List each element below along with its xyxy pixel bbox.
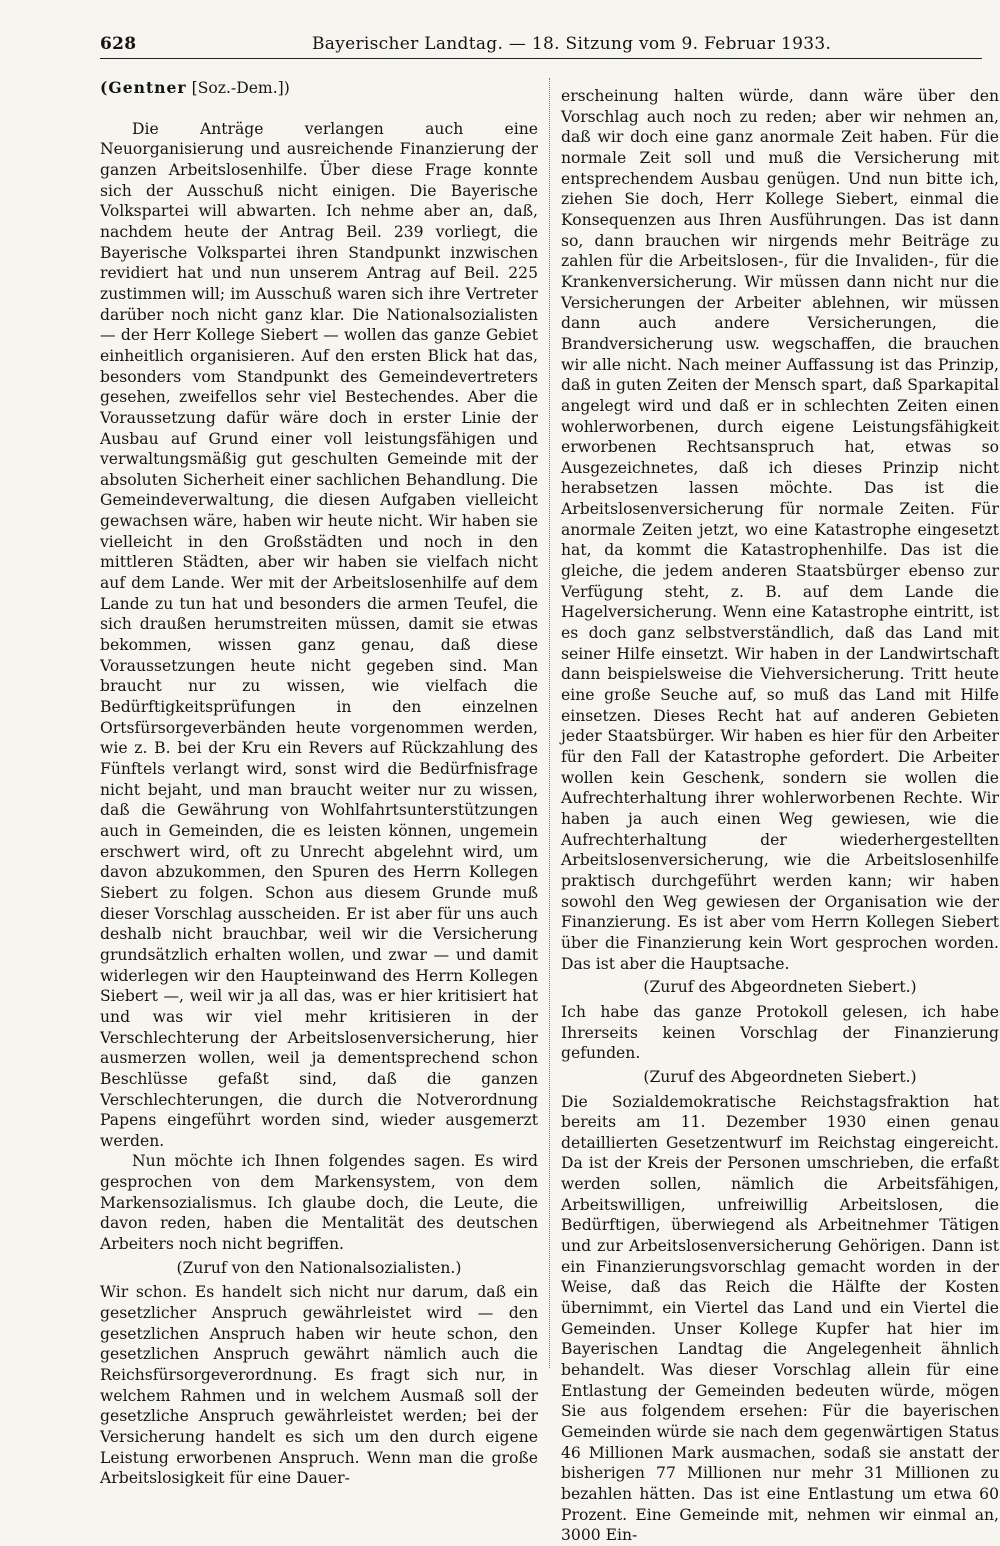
paragraph: Nun möchte ich Ihnen folgendes sagen. Es wird gesprochen von dem Markensystem, von dem Markensozialismus. Ich glaube doch, die Leute, die davon reden, haben die Mentalität des deutschen Arbeiters noch nicht begriffen. — [100, 1152, 538, 1254]
paragraph: Die Anträge verlangen auch eine Neuorganisierung und ausreichende Finanzierung der ganzen Arbeitslosenhilfe. Über diese Frage konnte sich der Ausschuß nicht einigen. Die Bayerische Volkspartei will abwarten. Ich nehme aber an, daß, nachdem heute der Antrag Beil. 239 vorliegt, die Bayerische Volkspartei ihren Standpunkt inzwischen revidiert hat und nun unserem Antrag auf Beil. 225 zustimmen will; im Ausschuß waren sich ihre Vertreter darüber noch nicht ganz klar. Die Nationalsozialisten — der Herr Kollege Siebert — wollen das ganze Gebiet einheitlich organisieren. Auf den ersten Blick hat das, besonders vom Standpunkt des Gemeindevertreters gesehen, zweifellos sehr viel Bestechendes. Aber die Voraussetzung dafür wäre doch in erster Linie der Ausbau auf Grund einer voll leistungsfähigen und verwaltungsmäßig gut geschulten Gemeinde mit der absoluten Sicherheit einer sachlichen Behandlung. Die Gemeindeverwaltung, die diesen Aufgaben vielleicht gewachsen wäre, haben wir heute nicht. Wir haben sie vielleicht in den Großstädten und noch in den mittleren Städten, aber wir haben sie vielfach nicht auf dem Lande. Wer mit der Arbeitslosenhilfe auf dem Lande zu tun hat und besonders die armen Teufel, die sich draußen herumstreiten müssen, damit sie etwas bekommen, wissen ganz genau, daß diese Voraussetzungen heute nicht gegeben sind. Man braucht nur zu wissen, wie vielfach die Bedürftigkeitsprüfungen in den einzelnen Ortsfürsorgeverbänden heute vorgenommen werden, wie z. B. bei der Kru ein Revers auf Rückzahlung des Fünftels verlangt wird, sonst wird die Bedürfnisfrage nicht bejaht, und man braucht weiter nur zu wissen, daß die Gewährung von Wohlfahrtsunterstützungen auch in Gemeinden, die es leisten können, ungemein erschwert wird, oft zu Unrecht abgelehnt wird, um davon abzukommen, den Spuren des Herrn Kollegen Siebert zu folgen. Schon aus diesem Grunde muß dieser Vorschlag ausscheiden. Er ist aber für uns auch deshalb nicht brauchbar, weil wir die Versicherung grundsätzlich erhalten wollen, und zwar — und damit widerlegen wir den Haupteinwand des Herrn Kollegen Siebert —, weil wir ja all das, was er hier kritisiert hat und was wir viel mehr kritisieren in der Verschlechterung der Arbeitslosenversicherung, hier ausmerzen wollen, weil ja dementsprechend schon Beschlüsse gefaßt sind, daß die ganzen Verschlechterungen, die durch die Notverordnung Papens eingeführt worden sind, wieder ausgemerzt werden. — [100, 119, 538, 1150]
page-header — [100, 32, 982, 59]
paragraph: Ich habe das ganze Protokoll gelesen, ich habe Ihrerseits keinen Vorschlag der Finanzierung gefunden. — [561, 1002, 999, 1063]
paragraph: Wir schon. Es handelt sich nicht nur darum, daß ein gesetzlicher Anspruch gewährleistet wird — den gesetzlichen Anspruch haben wir heute schon, den gesetzlichen Anspruch gewährt nämlich auch die Reichsfürsorgeverordnung. Es fragt sich nur, in welchem Rahmen und in welchem Ausmaß soll der gesetzliche Anspruch gewährleistet werden; bei der Versicherung handelt es sich um den durch eigene Leistung erworbenen Anspruch. Wenn man die große Arbeitslosigkeit für eine Dauer- — [100, 1283, 538, 1488]
speaker-party: [Soz.-Dem.]) — [191, 79, 290, 97]
right-column — [561, 86, 999, 1545]
column-divider — [549, 78, 550, 1368]
paragraph: erscheinung halten würde, dann wäre über den Vorschlag auch noch zu reden; aber wir nehmen an, daß wir doch eine ganz anormale Zeit haben. Für die normale Zeit soll und muß die Versicherung mit entsprechendem Ausbau genügen. Und nun bitte ich, ziehen Sie doch, Herr Kollege Siebert, einmal die Konsequenzen aus Ihren Ausführungen. Das ist dann so, dann brauchen wir nirgends mehr Beiträge zu zahlen für die Arbeitslosen-, für die Invaliden-, für die Krankenversicherung. Wir müssen dann nicht nur die Versicherungen der Arbeiter ablehnen, wir müssen dann auch andere Versicherungen, die Brandversicherung usw. wegschaffen, die brauchen wir alle nicht. Nach meiner Auffassung ist das Prinzip, daß in guten Zeiten der Mensch spart, daß Sparkapital angelegt wird und daß er in schlechten Zeiten einen wohlerworbenen, durch eigene Leistungsfähigkeit erworbenen Rechtsanspruch hat, etwas so Ausgezeichnetes, daß ich dieses Prinzip nicht herabsetzen lassen möchte. Das ist die Arbeitslosenversicherung für normale Zeiten. Für anormale Zeiten jetzt, wo eine Katastrophe eingesetzt hat, da kommt die Katastrophenhilfe. Das ist die gleiche, die jedem anderen Staatsbürger ebenso zur Verfügung steht, z. B. auf dem Lande die Hagelversicherung. Wenn eine Katastrophe eintritt, ist es doch ganz selbstverständlich, daß das Land mit seiner Hilfe einsetzt. Wir haben in der Landwirtschaft dann beispielsweise die Viehversicherung. Tritt heute eine große Seuche auf, so muß das Land mit Hilfe einsetzen. Dieses Recht hat auf anderen Gebieten jeder Staatsbürger. Wir haben es hier für den Arbeiter für den Fall der Katastrophe gefordert. Die Arbeiter wollen kein Geschenk, sondern sie wollen die Aufrechterhaltung ihrer wohlerworbenen Rechte. Wir haben ja auch einen Weg gewiesen, wie die Aufrechterhaltung der wiederhergestellten Arbeitslosenversicherung, wie die Arbeitslosenhilfe praktisch durchgeführt werden kann; wir haben sowohl den Weg gewiesen der Organisation wie der Finanzierung. Es ist aber vom Herrn Kollegen Siebert über die Finanzierung kein Wort gesprochen worden. Das ist aber die Hauptsache. — [561, 87, 999, 973]
speaker-line — [100, 78, 538, 99]
interjection: (Zuruf von den Nationalsozialisten.) — [176, 1258, 462, 1277]
running-title: Bayerischer Landtag. — 18. Sitzung vom 9. Februar 1933. — [312, 34, 832, 54]
speaker-name: (Gentner — [100, 78, 187, 97]
interjection: (Zuruf des Abgeordneten Siebert.) — [643, 1067, 917, 1086]
interjection: (Zuruf des Abgeordneten Siebert.) — [643, 978, 917, 997]
page-number: 628 — [100, 34, 137, 54]
paragraph: Die Sozialdemokratische Reichstagsfraktion hat bereits am 11. Dezember 1930 einen genau detaillierten Gesetzentwurf im Reichstag eingereicht. Da ist der Kreis der Personen umschrieben, die erfaßt werden sollen, nämlich die Arbeitsfähigen, Arbeitswilligen, unfreiwillig Arbeitslosen, die Bedürftigen, überwiegend als Arbeitnehmer Tätigen und zur Arbeitslosenversicherung Gehörigen. Dann ist ein Finanzierungsvorschlag gemacht worden in der Weise, daß das Reich die Hälfte der Kosten übernimmt, ein Viertel das Land und ein Viertel die Gemeinden. Unser Kollege Kupfer hat hier im Bayerischen Landtag die Angelegenheit ähnlich behandelt. Was dieser Vorschlag allein für eine Entlastung der Gemeinden bedeuten würde, mögen Sie aus folgendem ersehen: Für die bayerischen Gemeinden würde sie nach dem gegenwärtigen Status 46 Millionen Mark ausmachen, sodaß sie anstatt der bisherigen 77 Millionen nur mehr 31 Millionen zu bezahlen hätten. Das ist eine Entlastung um etwa 60 Prozent. Eine Gemeinde mit, nehmen wir einmal an, 3000 Ein- — [561, 1092, 999, 1545]
left-column — [100, 78, 538, 1488]
